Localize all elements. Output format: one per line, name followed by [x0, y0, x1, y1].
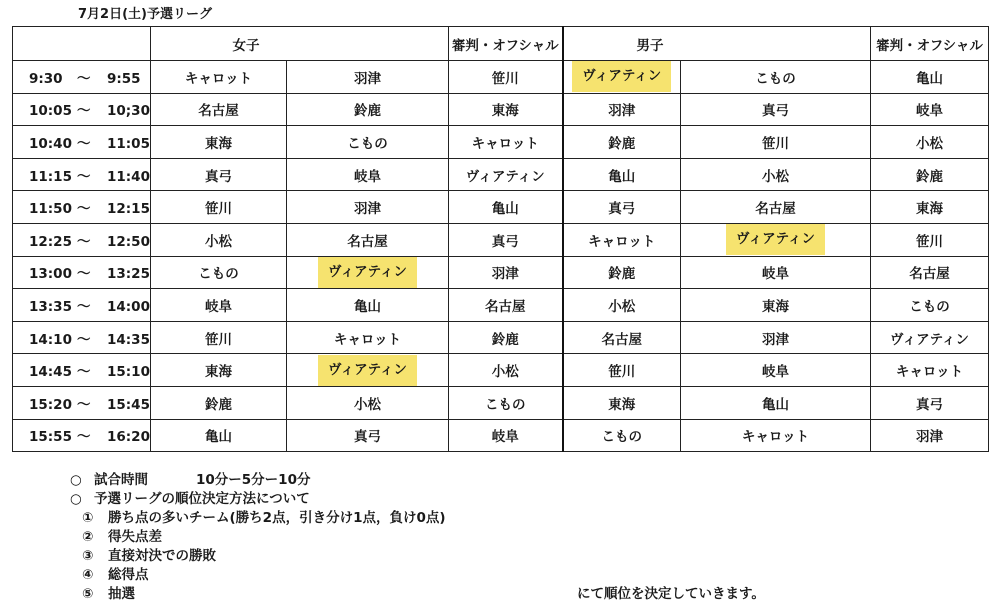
- criterion-item: [70, 585, 446, 604]
- team-name: こもの: [601, 429, 642, 446]
- team-name: 羽津: [354, 70, 381, 87]
- men-team-b-cell: [681, 289, 871, 322]
- team-name: 小松: [762, 168, 789, 185]
- team-name: 笹川: [205, 201, 232, 218]
- time-cell: [13, 126, 151, 159]
- team-name: 真弓: [916, 396, 943, 413]
- time-cell: [13, 289, 151, 322]
- criterion-mark: ⑤: [82, 586, 94, 602]
- end-time: 15:10: [107, 364, 150, 381]
- table-row: [13, 354, 989, 387]
- team-name: 笹川: [916, 233, 943, 250]
- criterion-item: [70, 566, 446, 585]
- women-team-a-cell: [151, 93, 287, 126]
- team-name: 亀山: [491, 201, 519, 218]
- team-name: 東海: [205, 364, 232, 381]
- team-name: 真弓: [205, 168, 232, 185]
- start-time: 10:40: [29, 135, 72, 152]
- time-separator: 〜: [77, 70, 91, 87]
- team-name: ヴィアティン: [889, 331, 970, 348]
- start-time: 12:25: [29, 233, 72, 250]
- team-name: 名古屋: [909, 266, 950, 283]
- time-cell: [13, 386, 151, 419]
- start-time: 11:15: [29, 168, 72, 185]
- closing-text: にて順位を決定していきます。: [577, 586, 765, 602]
- header-women-label: 女子: [232, 37, 260, 54]
- time-separator: 〜: [77, 103, 91, 120]
- team-name: 笹川: [762, 135, 789, 152]
- end-time: 14:35: [107, 331, 150, 348]
- start-time: 13:35: [29, 298, 72, 315]
- team-name: 岐阜: [491, 429, 519, 446]
- team-name: 真弓: [608, 201, 636, 218]
- header-men-officials: 審判・オフシャル: [871, 27, 989, 61]
- women-official-cell: [449, 223, 563, 256]
- table-row: [13, 256, 989, 289]
- men-official-cell: [871, 419, 989, 452]
- team-name: 真弓: [762, 103, 789, 120]
- team-name: 東海: [608, 396, 636, 413]
- women-official-cell: [449, 158, 563, 191]
- men-team-b-cell: [681, 321, 871, 354]
- women-team-a-cell: [151, 256, 287, 289]
- team-name: 鈴鹿: [491, 331, 519, 348]
- team-name: キャロット: [741, 429, 810, 446]
- team-name: 羽津: [354, 201, 381, 218]
- criterion-text: 勝ち点の多いチーム(勝ち2点，引き分け1点，負け0点): [108, 510, 446, 526]
- men-team-b-cell: [681, 256, 871, 289]
- team-name: 鈴鹿: [205, 396, 232, 413]
- team-name: 岐阜: [762, 364, 789, 381]
- women-team-a-cell: [151, 321, 287, 354]
- men-team-a-cell: [563, 93, 681, 126]
- women-official-cell: [449, 321, 563, 354]
- end-time: 11:05: [107, 135, 150, 152]
- team-name: 東海: [916, 201, 943, 218]
- men-team-a-cell: [563, 386, 681, 419]
- women-official-cell: [449, 354, 563, 387]
- time-cell: [13, 93, 151, 126]
- men-team-a-cell: [563, 191, 681, 224]
- end-time: 10;30: [107, 103, 150, 120]
- women-official-cell: [449, 419, 563, 452]
- team-name: 亀山: [205, 429, 232, 446]
- time-separator: 〜: [77, 429, 91, 446]
- schedule-table: [12, 26, 989, 452]
- women-team-b-cell: [287, 419, 449, 452]
- women-team-a-cell: [151, 289, 287, 322]
- men-official-cell: [871, 61, 989, 94]
- men-team-a-cell: [563, 419, 681, 452]
- team-name: こもの: [909, 298, 950, 315]
- bullet-icon: ○: [70, 491, 82, 507]
- team-name: 鈴鹿: [354, 103, 381, 120]
- team-name: 笹川: [205, 331, 232, 348]
- match-time-label: 試合時間: [94, 472, 148, 488]
- women-team-b-cell: [287, 321, 449, 354]
- men-team-b-cell: [681, 191, 871, 224]
- men-official-cell: [871, 321, 989, 354]
- men-team-b-cell: [681, 61, 871, 94]
- women-team-b-cell: [287, 386, 449, 419]
- criterion-item: [70, 528, 446, 547]
- time-cell: [13, 223, 151, 256]
- time-cell: [13, 419, 151, 452]
- end-time: 16:20: [107, 429, 150, 446]
- team-name: キャロット: [333, 331, 402, 348]
- men-official-cell: [871, 386, 989, 419]
- women-team-b-cell: [287, 289, 449, 322]
- men-team-b-cell: [681, 223, 871, 256]
- highlighted-team-name: ヴィアティン: [318, 257, 417, 288]
- team-name: 小松: [491, 364, 519, 381]
- team-name: 羽津: [491, 266, 519, 283]
- men-team-b-cell: [681, 354, 871, 387]
- table-row: [13, 289, 989, 322]
- men-team-a-cell: [563, 158, 681, 191]
- men-team-b-cell: [681, 93, 871, 126]
- criterion-mark: ②: [82, 529, 94, 545]
- team-name: 名古屋: [198, 103, 239, 120]
- note-ranking-heading: [70, 490, 446, 509]
- team-name: 羽津: [762, 331, 789, 348]
- team-name: 亀山: [354, 298, 381, 315]
- header-women-officials: 審判・オフシャル: [449, 27, 563, 61]
- team-name: 小松: [205, 233, 232, 250]
- team-name: 名古屋: [485, 298, 526, 315]
- women-official-cell: [449, 126, 563, 159]
- time-separator: 〜: [77, 396, 91, 413]
- team-name: 東海: [491, 103, 519, 120]
- start-time: 10:05: [29, 103, 72, 120]
- header-time-cell: [13, 27, 151, 61]
- men-team-b-cell: [681, 386, 871, 419]
- team-name: 鈴鹿: [916, 168, 943, 185]
- team-name: 東海: [205, 135, 232, 152]
- team-name: 鈴鹿: [608, 135, 636, 152]
- criterion-mark: ④: [82, 567, 94, 583]
- time-separator: 〜: [77, 135, 91, 152]
- start-time: 13:00: [29, 266, 72, 283]
- end-time: 13:25: [107, 266, 150, 283]
- ranking-heading: 予選リーグの順位決定方法について: [94, 491, 310, 507]
- start-time: 14:10: [29, 331, 72, 348]
- team-name: 亀山: [608, 168, 636, 185]
- men-team-a-cell: [563, 256, 681, 289]
- team-name: 笹川: [608, 364, 636, 381]
- time-cell: [13, 61, 151, 94]
- men-team-b-cell: [681, 419, 871, 452]
- table-row: [13, 93, 989, 126]
- women-team-a-cell: [151, 61, 287, 94]
- men-official-cell: [871, 126, 989, 159]
- team-name: 羽津: [916, 429, 943, 446]
- start-time: 9:30: [29, 70, 63, 87]
- women-team-a-cell: [151, 158, 287, 191]
- time-separator: 〜: [77, 298, 91, 315]
- team-name: 羽津: [608, 103, 636, 120]
- team-name: 名古屋: [347, 233, 388, 250]
- team-name: 小松: [608, 298, 636, 315]
- women-team-a-cell: [151, 386, 287, 419]
- women-official-cell: [449, 61, 563, 94]
- start-time: 15:20: [29, 396, 72, 413]
- team-name: 東海: [762, 298, 789, 315]
- men-team-a-cell: [563, 61, 681, 94]
- table-row: [13, 158, 989, 191]
- women-team-b-cell: [287, 126, 449, 159]
- women-official-cell: [449, 256, 563, 289]
- time-cell: [13, 158, 151, 191]
- end-time: 15:45: [107, 396, 150, 413]
- table-row: [13, 321, 989, 354]
- table-row: [13, 223, 989, 256]
- header-men-label: 男子: [636, 37, 664, 54]
- team-name: 岐阜: [916, 103, 943, 120]
- women-team-a-cell: [151, 126, 287, 159]
- notes-section: [70, 471, 446, 604]
- header-men: [636, 27, 871, 61]
- team-name: 亀山: [762, 396, 789, 413]
- women-team-b-cell: [287, 191, 449, 224]
- time-cell: [13, 354, 151, 387]
- men-official-cell: [871, 354, 989, 387]
- men-official-cell: [871, 256, 989, 289]
- time-separator: 〜: [77, 364, 91, 381]
- men-team-a-cell: [563, 354, 681, 387]
- time-cell: [13, 191, 151, 224]
- men-team-a-cell: [563, 321, 681, 354]
- men-team-b-cell: [681, 126, 871, 159]
- time-separator: 〜: [77, 168, 91, 185]
- start-time: 14:45: [29, 364, 72, 381]
- time-separator: 〜: [77, 266, 91, 283]
- team-name: 真弓: [491, 233, 519, 250]
- women-team-b-cell: [287, 61, 449, 94]
- team-name: 鈴鹿: [608, 266, 636, 283]
- team-name: こもの: [347, 135, 388, 152]
- end-time: 12:15: [107, 201, 150, 218]
- women-team-b-cell: [287, 354, 449, 387]
- end-time: 9:55: [107, 70, 141, 87]
- team-name: 小松: [916, 135, 943, 152]
- team-name: ヴィアティン: [465, 168, 545, 185]
- team-name: 岐阜: [354, 168, 381, 185]
- criterion-text: 抽選: [108, 586, 135, 602]
- time-cell: [13, 256, 151, 289]
- team-name: キャロット: [895, 364, 964, 381]
- team-name: こもの: [755, 70, 796, 87]
- criterion-text: 総得点: [108, 567, 149, 583]
- team-name: 名古屋: [601, 331, 642, 348]
- criterion-text: 得失点差: [108, 529, 162, 545]
- highlighted-team-name: ヴィアティン: [318, 355, 417, 386]
- men-team-a-cell: [563, 126, 681, 159]
- team-name: 亀山: [916, 70, 943, 87]
- women-official-cell: [449, 386, 563, 419]
- table-row: [13, 386, 989, 419]
- match-time-value: 10分ー5分ー10分: [196, 472, 311, 488]
- men-official-cell: [871, 223, 989, 256]
- team-name: 笹川: [491, 70, 519, 87]
- team-name: 岐阜: [762, 266, 789, 283]
- criterion-mark: ③: [82, 548, 94, 564]
- highlighted-team-name: ヴィアティン: [726, 224, 825, 255]
- women-team-a-cell: [151, 223, 287, 256]
- men-official-cell: [871, 191, 989, 224]
- team-name: 真弓: [354, 429, 381, 446]
- women-official-cell: [449, 191, 563, 224]
- table-row: [13, 126, 989, 159]
- header-women: [232, 27, 449, 61]
- team-name: 岐阜: [205, 298, 232, 315]
- men-official-cell: [871, 158, 989, 191]
- women-team-b-cell: [287, 223, 449, 256]
- women-team-a-cell: [151, 419, 287, 452]
- start-time: 11:50: [29, 201, 72, 218]
- women-team-b-cell: [287, 158, 449, 191]
- bullet-icon: ○: [70, 472, 82, 488]
- team-name: こもの: [485, 396, 526, 413]
- men-team-b-cell: [681, 158, 871, 191]
- start-time: 15:55: [29, 429, 72, 446]
- end-time: 14:00: [107, 298, 150, 315]
- women-official-cell: [449, 93, 563, 126]
- table-header-row: [13, 27, 989, 61]
- women-team-b-cell: [287, 93, 449, 126]
- women-team-a-cell: [151, 354, 287, 387]
- table-row: [13, 61, 989, 94]
- criterion-mark: ①: [82, 510, 94, 526]
- table-row: [13, 419, 989, 452]
- criterion-item: [70, 509, 446, 528]
- women-official-cell: [449, 289, 563, 322]
- team-name: こもの: [198, 266, 239, 283]
- time-separator: 〜: [77, 331, 91, 348]
- header-women-spacer: [151, 27, 287, 61]
- women-team-b-cell: [287, 256, 449, 289]
- time-separator: 〜: [77, 233, 91, 250]
- team-name: キャロット: [184, 70, 253, 87]
- men-team-a-cell: [563, 223, 681, 256]
- page-title: 7月2日(土)予選リーグ: [78, 7, 212, 22]
- team-name: キャロット: [471, 135, 539, 152]
- end-time: 12:50: [107, 233, 150, 250]
- men-official-cell: [871, 93, 989, 126]
- time-separator: 〜: [77, 201, 91, 218]
- note-match-time: [70, 471, 446, 490]
- table-row: [13, 191, 989, 224]
- highlighted-team-name: ヴィアティン: [572, 61, 671, 92]
- men-team-a-cell: [563, 289, 681, 322]
- criterion-item: [70, 547, 446, 566]
- women-team-a-cell: [151, 191, 287, 224]
- team-name: 名古屋: [755, 201, 796, 218]
- time-cell: [13, 321, 151, 354]
- team-name: キャロット: [588, 233, 656, 250]
- end-time: 11:40: [107, 168, 150, 185]
- team-name: 小松: [354, 396, 381, 413]
- men-official-cell: [871, 289, 989, 322]
- criterion-text: 直接対決での勝敗: [108, 548, 216, 564]
